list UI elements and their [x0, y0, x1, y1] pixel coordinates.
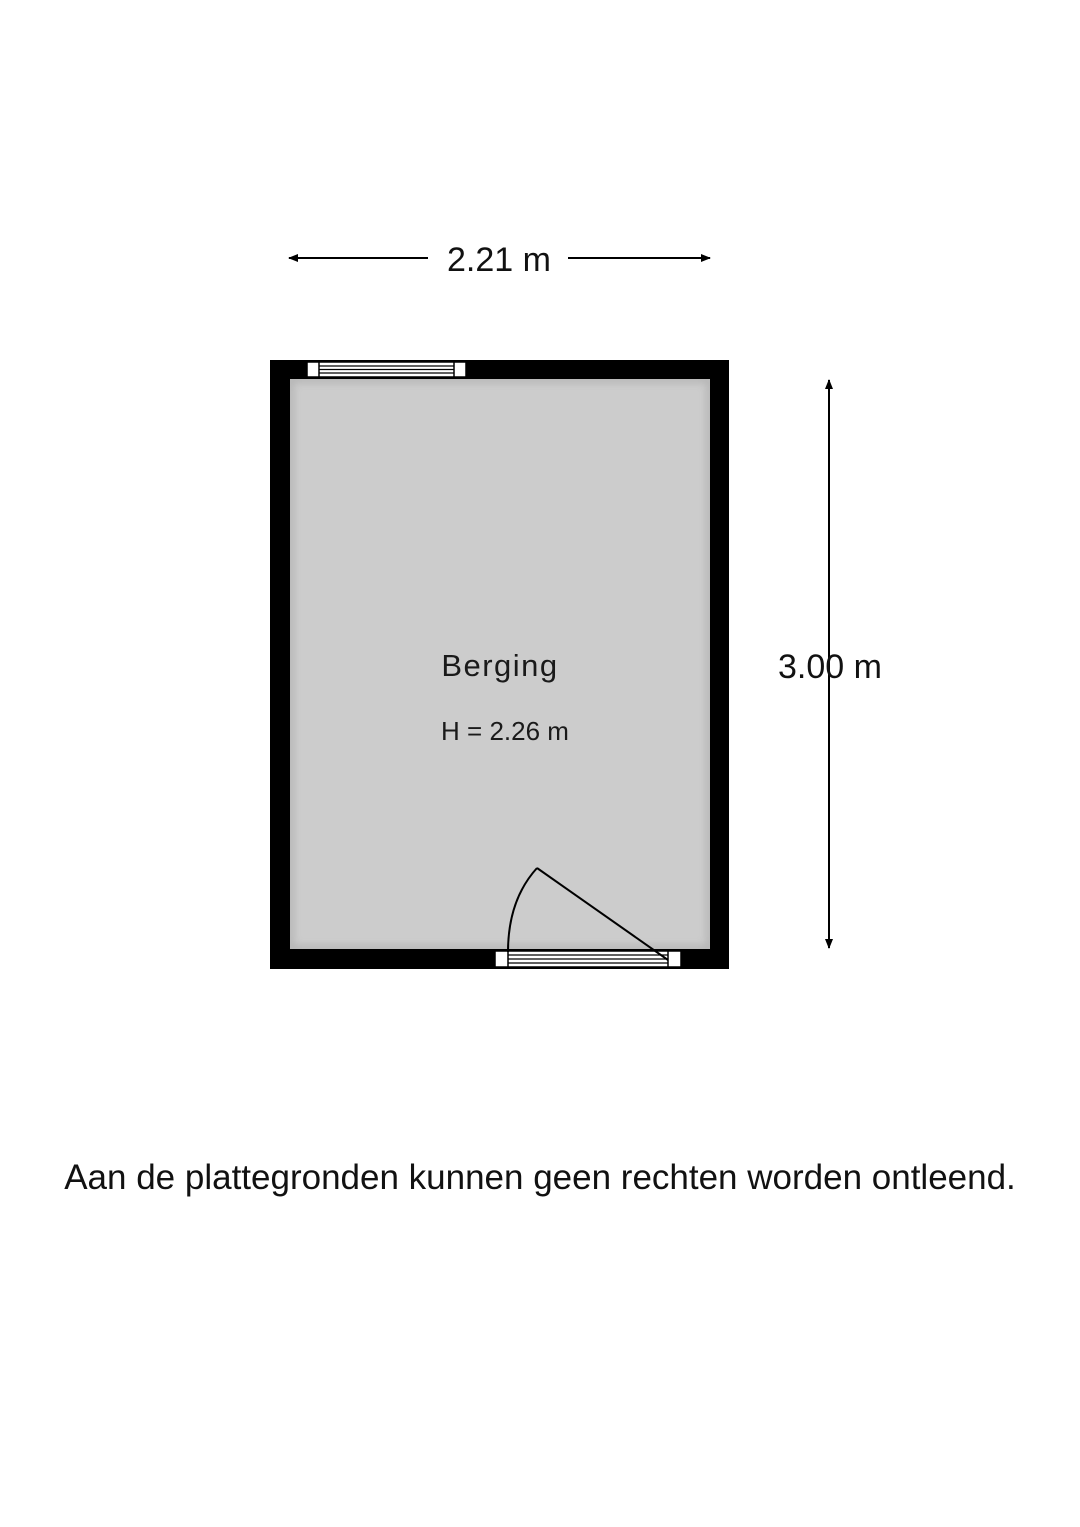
window-top [307, 362, 466, 377]
disclaimer-text: Aan de plattegronden kunnen geen rechten worden ontleend. [64, 1158, 1016, 1197]
width-dimension [289, 241, 710, 279]
room-name: Berging [441, 648, 559, 683]
depth-dimension [778, 380, 882, 948]
width-label: 2.21 m [447, 241, 551, 279]
room-height: H = 2.26 m [441, 716, 569, 746]
depth-label: 3.00 m [778, 648, 882, 686]
room-berging [270, 360, 729, 969]
